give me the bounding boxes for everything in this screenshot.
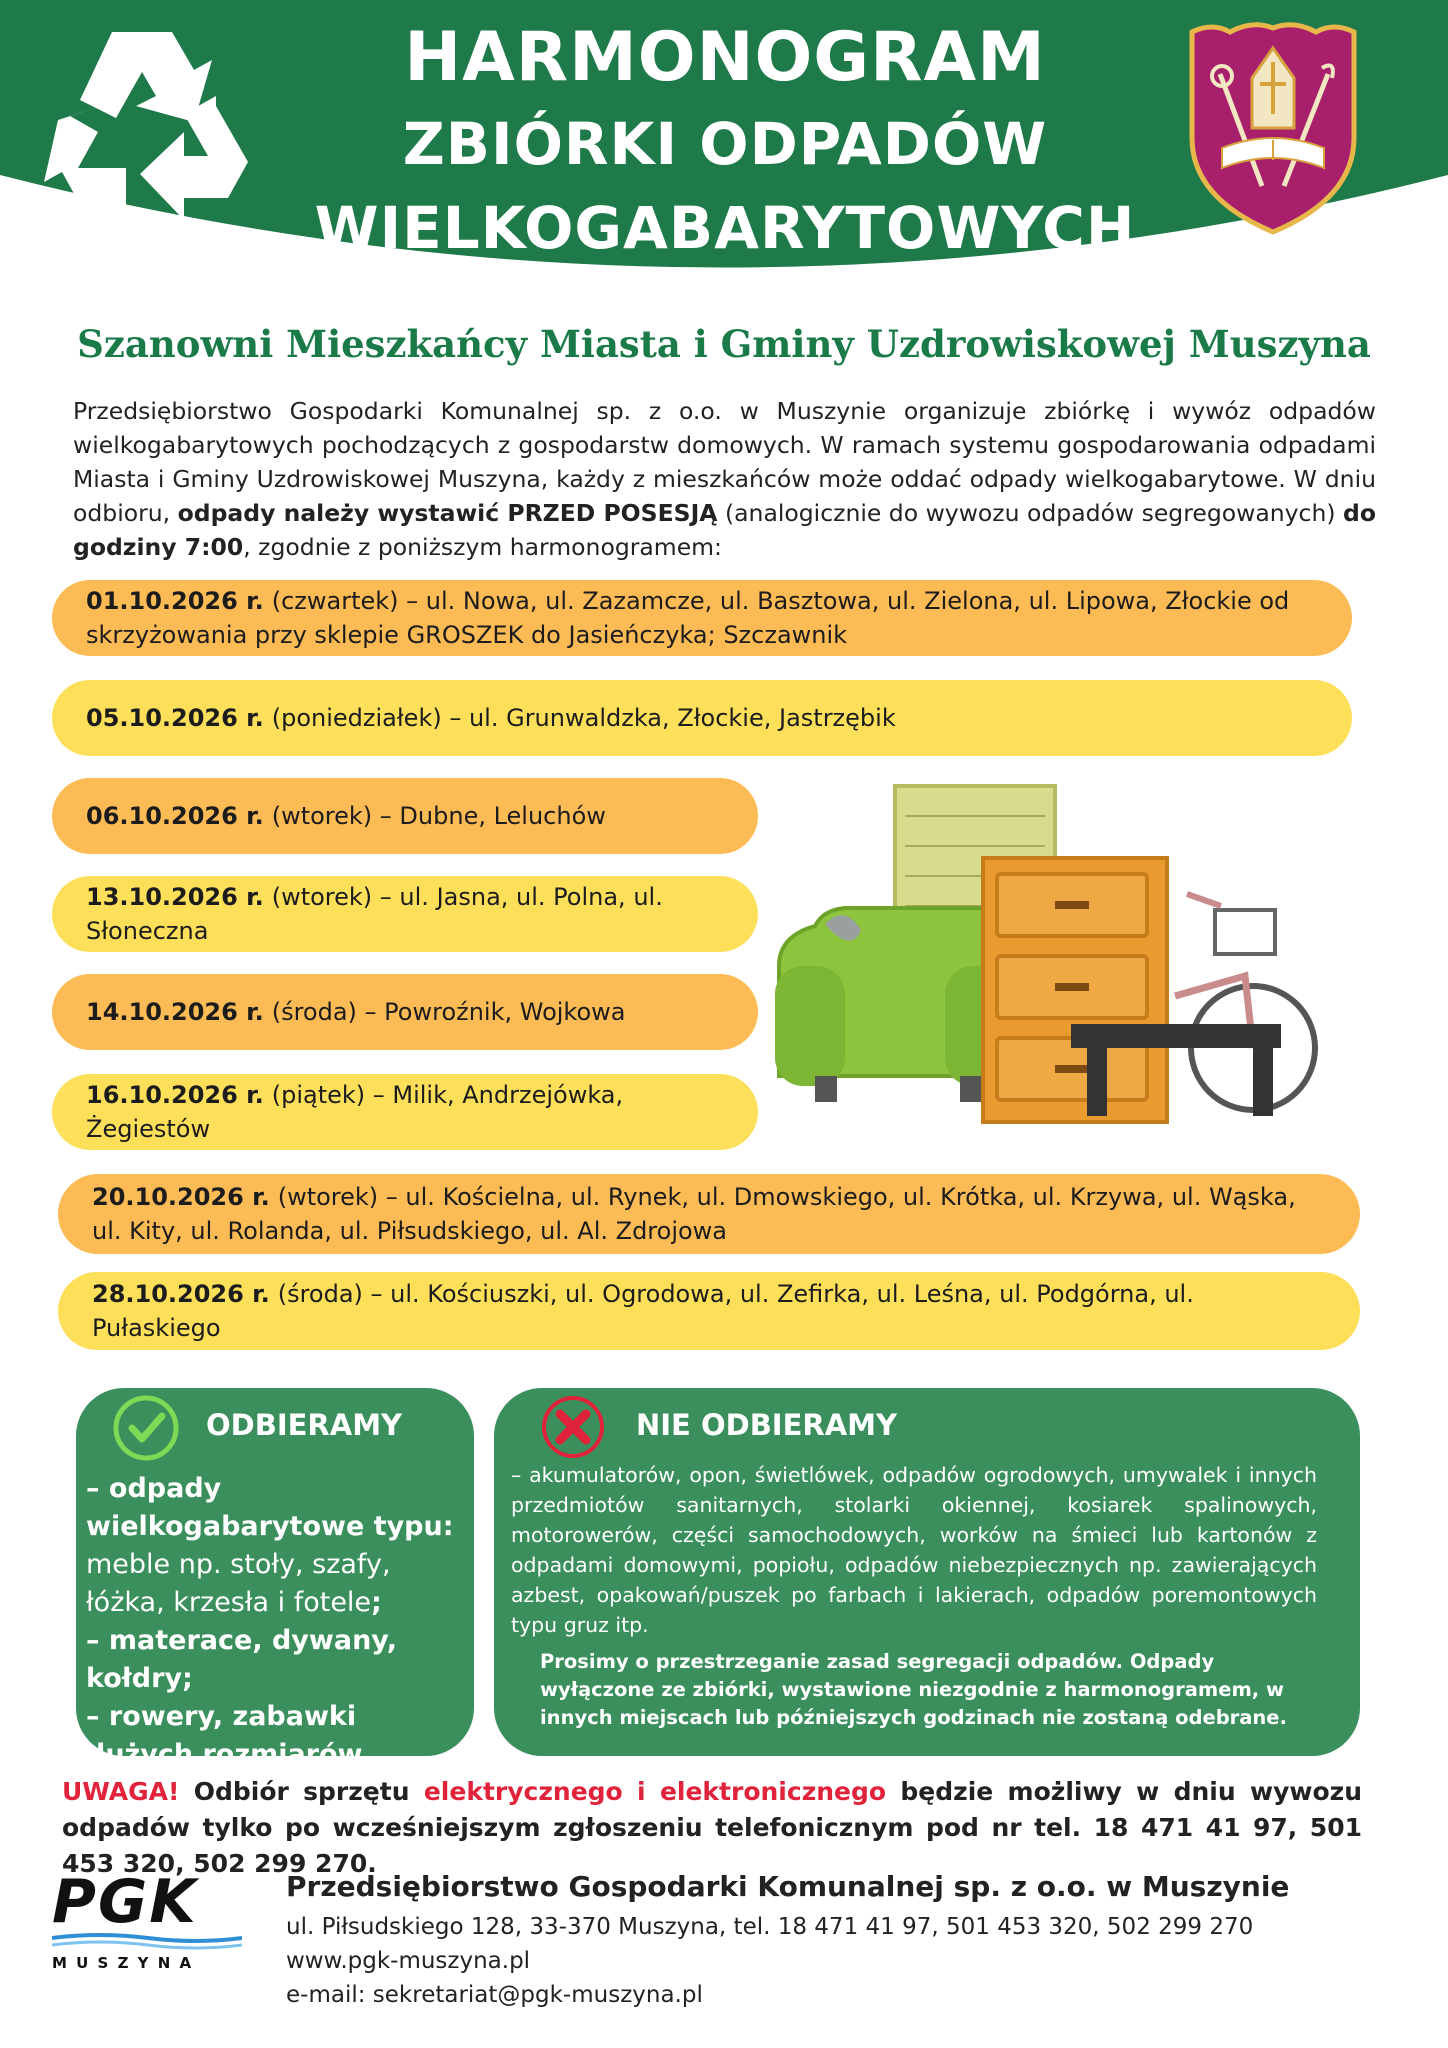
schedule-item (52, 974, 758, 1050)
accepted-t1: meble np. stoły, szafy, łóżka, krzesła i fotele (86, 1549, 391, 1618)
schedule-date: 16.10.2026 r. (86, 1081, 264, 1109)
schedule-date: 14.10.2026 r. (86, 998, 264, 1026)
footer-address: ul. Piłsudskiego 128, 33-370 Muszyna, tel. 18 471 41 97, 501 453 320, 502 299 270 (286, 1914, 1254, 1940)
pgk-logo-text: PGK (52, 1867, 198, 1937)
intro-text-1: Przedsiębiorstwo Gospodarki Komunalnej sp. z o.o. w Muszynie organizuje zbiórkę i wywóz odpadów wielkogabarytowych pochodzących z gospodarstw domowych. W ramach systemu gospodarowania odpadami Miasta i Gminy Uzdrowiskowej Muszyna, każdy z mieszkańców może oddać odpady wielkogabarytowe. W dniu odbioru, (73, 397, 1376, 527)
footer-website[interactable]: www.pgk-muszyna.pl (286, 1948, 531, 1974)
not-accepted-heading: NIE ODBIERAMY (636, 1408, 898, 1442)
check-icon (112, 1394, 180, 1462)
warning-text-1: Odbiór sprzętu (179, 1777, 424, 1806)
pgk-logo-sub: M U S Z Y N A (52, 1954, 194, 1972)
footer-email[interactable]: e-mail: sekretariat@pgk-muszyna.pl (286, 1982, 703, 2008)
schedule-text: (czwartek) – ul. Nowa, ul. Zazamcze, ul. Basztowa, ul. Zielona, ul. Lipowa, Złockie od skrzyżowania przy sklepie GROSZEK do Jasieńczyka; Szczawnik (86, 587, 1290, 649)
schedule-date: 05.10.2026 r. (86, 704, 264, 732)
title-line-1: HARMONOGRAM (404, 18, 1046, 97)
warning-text (62, 1774, 1362, 1882)
schedule-item (58, 1174, 1360, 1254)
schedule-item (58, 1272, 1360, 1350)
warning-label: UWAGA! (62, 1777, 180, 1806)
cross-icon (540, 1394, 606, 1460)
schedule-date: 13.10.2026 r. (86, 883, 264, 911)
accepted-t1-end: ; (371, 1587, 382, 1618)
accepted-heading: ODBIERAMY (206, 1408, 403, 1442)
intro-text-2: (analogicznie do wywozu odpadów segregowanych) (717, 499, 1344, 527)
furniture-illustration (775, 776, 1323, 1124)
schedule-date: 28.10.2026 r. (92, 1280, 270, 1308)
schedule-text: (poniedziałek) – ul. Grunwaldzka, Złockie, Jastrzębik (271, 704, 896, 732)
footer-company: Przedsiębiorstwo Gospodarki Komunalnej sp. z o.o. w Muszynie (286, 1870, 1290, 1903)
schedule-text: (środa) – Powroźnik, Wojkowa (271, 998, 626, 1026)
schedule-date: 06.10.2026 r. (86, 802, 264, 830)
pgk-logo (52, 1867, 242, 1972)
warning-text-2: będzie możliwy w dniu wywozu odpadów tylko po wcześniejszym zgłoszeniu telefonicznym pod nr tel. 18 471 41 97, 501 453 320, 502 299 270. (62, 1777, 1363, 1878)
schedule-text: (środa) – ul. Kościuszki, ul. Ogrodowa, ul. Zefirka, ul. Leśna, ul. Podgórna, ul. Pułaskiego (92, 1280, 1194, 1342)
schedule-text: (wtorek) – ul. Jasna, ul. Polna, ul. Słoneczna (86, 883, 663, 945)
accepted-b1: – odpady wielkogabarytowe typu: (86, 1473, 454, 1542)
schedule-text: (piątek) – Milik, Andrzejówka, Żegiestów (86, 1081, 624, 1143)
schedule-text: (wtorek) – Dubne, Leluchów (271, 802, 606, 830)
warning-highlight: elektrycznego i elektronicznego (423, 1777, 887, 1806)
accepted-b2: – materace, dywany, kołdry; (86, 1625, 398, 1694)
schedule-item (52, 680, 1352, 756)
schedule-item (52, 876, 758, 952)
title-line-3: WIELKOGABARYTOWYCH (314, 194, 1136, 262)
crest-icon (1182, 18, 1364, 236)
accepted-body (86, 1470, 466, 1774)
intro-bold-1: odpady należy wystawić PRZED POSESJĄ (177, 499, 718, 527)
schedule-item (52, 580, 1352, 656)
not-accepted-body: – akumulatorów, opon, świetlówek, odpadów ogrodowych, umywalek i innych przedmiotów sanitarnych, stolarki okiennej, kosiarek spalinowych, motorowerów, części samochodowych, worków na śmieci lub kartonów z odpadami domowymi, popiołu, odpadów niebezpiecznych np. zawierających azbest, opakowań/puszek po farbach i lakierach, odpadów poremontowych typu gruz itp. (511, 1463, 1317, 1637)
schedule-item (52, 778, 758, 854)
intro-bold-2: do godziny 7:00 (73, 499, 1376, 561)
not-accepted-note: Prosimy o przestrzeganie zasad segregacji odpadów. Odpady wyłączone ze zbiórki, wystawione niezgodnie z harmonogramem, w innych miejscach lub późniejszych godzinach nie zostaną odebrane. (540, 1650, 1287, 1729)
greeting-heading: Szanowni Mieszkańcy Miasta i Gminy Uzdrowiskowej Muszyna (77, 322, 1371, 366)
schedule-date: 01.10.2026 r. (86, 587, 264, 615)
intro-paragraph (73, 394, 1376, 564)
schedule-item (52, 1074, 758, 1150)
title-line-2: ZBIÓRKI ODPADÓW (402, 110, 1048, 178)
schedule-text: (wtorek) – ul. Kościelna, ul. Rynek, ul. Dmowskiego, ul. Krótka, ul. Krzywa, ul. Wąska, ul. Kity, ul. Rolanda, ul. Piłsudskiego, ul. Al. Zdrojowa (92, 1183, 1296, 1245)
recycle-icon (44, 22, 270, 228)
accepted-b3: – rowery, zabawki dużych rozmiarów. (86, 1701, 372, 1770)
schedule-date: 20.10.2026 r. (92, 1183, 270, 1211)
intro-text-3: , zgodnie z poniższym harmonogramem: (243, 533, 722, 561)
